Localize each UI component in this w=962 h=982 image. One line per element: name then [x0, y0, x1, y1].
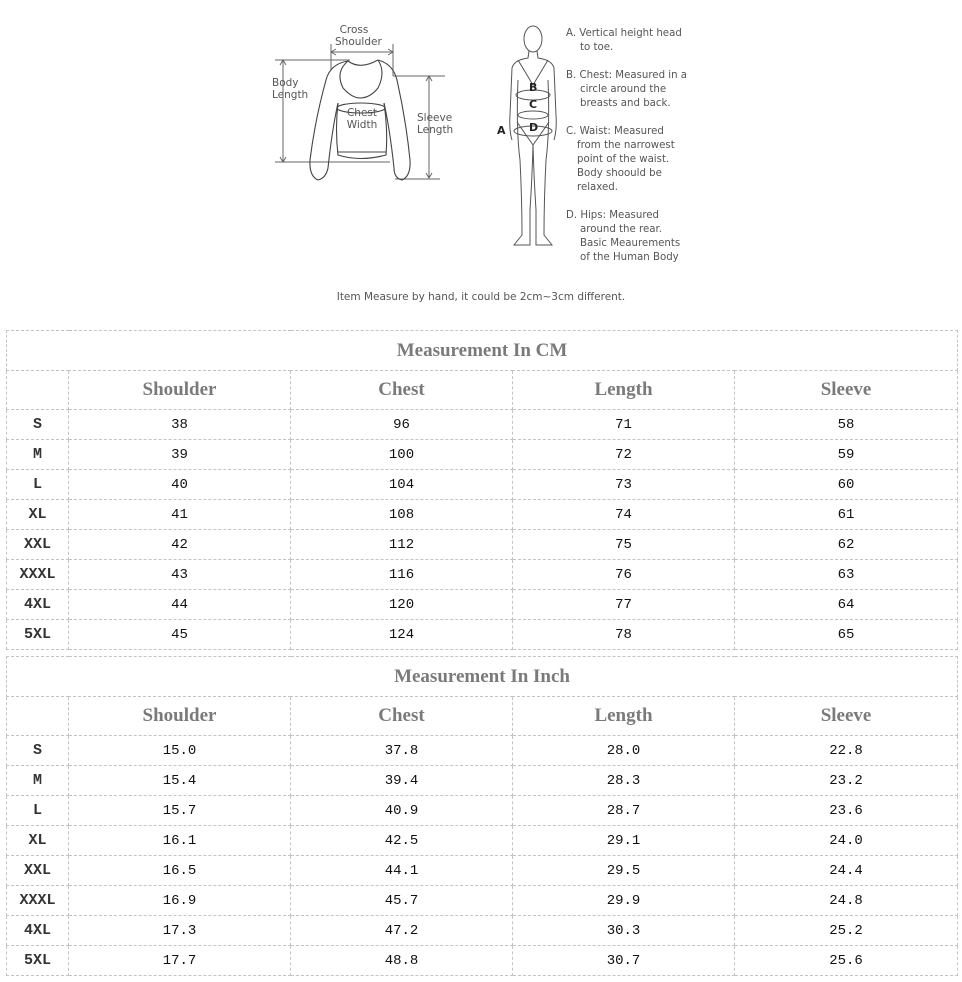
description-a: A. Vertical height head to toe.	[566, 28, 682, 53]
size-table-inch	[6, 656, 958, 976]
letter-c: C	[529, 98, 538, 111]
size-cell: L	[7, 470, 69, 500]
table-row	[7, 440, 958, 470]
length-cell: 28.7	[513, 796, 735, 826]
chest-cell: 39.4	[291, 766, 513, 796]
chest-cell: 120	[291, 590, 513, 620]
shoulder-cell: 16.1	[69, 826, 291, 856]
sleeve-cell: 63	[735, 560, 958, 590]
header-cell-sleeve: Sleeve	[735, 697, 958, 736]
table-row	[7, 620, 958, 650]
measurement-diagram	[0, 0, 962, 325]
shoulder-cell: 15.7	[69, 796, 291, 826]
sleeve-cell: 60	[735, 470, 958, 500]
table-row	[7, 916, 958, 946]
header-cell-size	[7, 697, 69, 736]
header-cell-chest: Chest	[291, 697, 513, 736]
shoulder-cell: 43	[69, 560, 291, 590]
description-c: C. Waist: Measured from the narrowest point of the waist. Body shoould be relaxed.	[566, 126, 675, 193]
table-row	[7, 766, 958, 796]
sleeve-cell: 64	[735, 590, 958, 620]
length-cell: 29.5	[513, 856, 735, 886]
header-row	[7, 697, 958, 736]
chest-cell: 44.1	[291, 856, 513, 886]
chest-cell: 40.9	[291, 796, 513, 826]
chest-cell: 37.8	[291, 736, 513, 766]
sleeve-cell: 61	[735, 500, 958, 530]
sleeve-cell: 22.8	[735, 736, 958, 766]
body-length-label: Body Length	[272, 77, 309, 101]
length-cell: 30.7	[513, 946, 735, 976]
shoulder-cell: 41	[69, 500, 291, 530]
header-row	[7, 371, 958, 410]
length-cell: 29.9	[513, 886, 735, 916]
description-b: B. Chest: Measured in a circle around the breasts and back.	[566, 70, 688, 109]
length-cell: 28.3	[513, 766, 735, 796]
size-table-cm	[6, 330, 958, 650]
chest-cell: 48.8	[291, 946, 513, 976]
size-cell: XL	[7, 826, 69, 856]
chest-cell: 96	[291, 410, 513, 440]
sleeve-cell: 23.6	[735, 796, 958, 826]
header-cell-sleeve: Sleeve	[735, 371, 958, 410]
shoulder-cell: 15.0	[69, 736, 291, 766]
table-row	[7, 560, 958, 590]
size-cell: XXXL	[7, 886, 69, 916]
sleeve-cell: 25.2	[735, 916, 958, 946]
length-cell: 29.1	[513, 826, 735, 856]
table-row	[7, 946, 958, 976]
shoulder-cell: 42	[69, 530, 291, 560]
length-cell: 71	[513, 410, 735, 440]
chest-cell: 116	[291, 560, 513, 590]
description-d: D. Hips: Measured around the rear. Basic Meaurements of the Human Body	[566, 210, 681, 263]
size-cell: S	[7, 410, 69, 440]
length-cell: 28.0	[513, 736, 735, 766]
shoulder-cell: 16.5	[69, 856, 291, 886]
letter-b: B	[529, 81, 538, 94]
measurement-note: Item Measure by hand, it could be 2cm~3cm different.	[336, 291, 626, 303]
chest-width-label: Chest Width	[346, 107, 378, 131]
header-cell-chest: Chest	[291, 371, 513, 410]
size-cell: 5XL	[7, 620, 69, 650]
length-cell: 77	[513, 590, 735, 620]
sleeve-cell: 59	[735, 440, 958, 470]
size-cell: XXL	[7, 530, 69, 560]
sleeve-cell: 24.8	[735, 886, 958, 916]
shoulder-cell: 45	[69, 620, 291, 650]
size-cell: M	[7, 440, 69, 470]
chest-cell: 112	[291, 530, 513, 560]
size-cell: S	[7, 736, 69, 766]
chest-cell: 124	[291, 620, 513, 650]
table-row	[7, 826, 958, 856]
size-cell: XL	[7, 500, 69, 530]
shoulder-cell: 16.9	[69, 886, 291, 916]
letter-a: A	[497, 124, 506, 137]
size-cell: M	[7, 766, 69, 796]
chest-cell: 100	[291, 440, 513, 470]
table-row	[7, 500, 958, 530]
header-cell-length: Length	[513, 697, 735, 736]
table-body	[7, 736, 958, 976]
size-cell: L	[7, 796, 69, 826]
body-figure-icon	[500, 20, 570, 255]
length-cell: 74	[513, 500, 735, 530]
chest-cell: 108	[291, 500, 513, 530]
chest-cell: 42.5	[291, 826, 513, 856]
header-cell-shoulder: Shoulder	[69, 371, 291, 410]
size-cell: XXL	[7, 856, 69, 886]
table-row	[7, 856, 958, 886]
size-cell: 5XL	[7, 946, 69, 976]
chest-cell: 45.7	[291, 886, 513, 916]
size-cell: XXXL	[7, 560, 69, 590]
sleeve-cell: 25.6	[735, 946, 958, 976]
sleeve-cell: 58	[735, 410, 958, 440]
length-cell: 78	[513, 620, 735, 650]
sleeve-length-label: Sleeve Length	[417, 112, 454, 136]
table-title: Measurement In CM	[7, 331, 958, 371]
header-cell-size	[7, 371, 69, 410]
sleeve-cell: 24.4	[735, 856, 958, 886]
sleeve-cell: 23.2	[735, 766, 958, 796]
sleeve-cell: 65	[735, 620, 958, 650]
table-row	[7, 796, 958, 826]
header-cell-shoulder: Shoulder	[69, 697, 291, 736]
length-cell: 75	[513, 530, 735, 560]
shoulder-cell: 17.3	[69, 916, 291, 946]
sleeve-cell: 24.0	[735, 826, 958, 856]
sleeve-cell: 62	[735, 530, 958, 560]
shoulder-cell: 40	[69, 470, 291, 500]
table-row	[7, 736, 958, 766]
table-title: Measurement In Inch	[7, 657, 958, 697]
table-row	[7, 410, 958, 440]
table-row	[7, 590, 958, 620]
table-row	[7, 530, 958, 560]
shoulder-cell: 39	[69, 440, 291, 470]
header-cell-length: Length	[513, 371, 735, 410]
shoulder-cell: 17.7	[69, 946, 291, 976]
length-cell: 72	[513, 440, 735, 470]
length-cell: 30.3	[513, 916, 735, 946]
size-cell: 4XL	[7, 916, 69, 946]
chest-cell: 47.2	[291, 916, 513, 946]
shoulder-cell: 44	[69, 590, 291, 620]
length-cell: 73	[513, 470, 735, 500]
table-row	[7, 470, 958, 500]
length-cell: 76	[513, 560, 735, 590]
shoulder-cell: 15.4	[69, 766, 291, 796]
cross-shoulder-label: Cross Shoulder	[335, 24, 382, 48]
table-body	[7, 410, 958, 650]
chest-cell: 104	[291, 470, 513, 500]
letter-d: D	[529, 121, 539, 134]
size-cell: 4XL	[7, 590, 69, 620]
table-row	[7, 886, 958, 916]
shoulder-cell: 38	[69, 410, 291, 440]
